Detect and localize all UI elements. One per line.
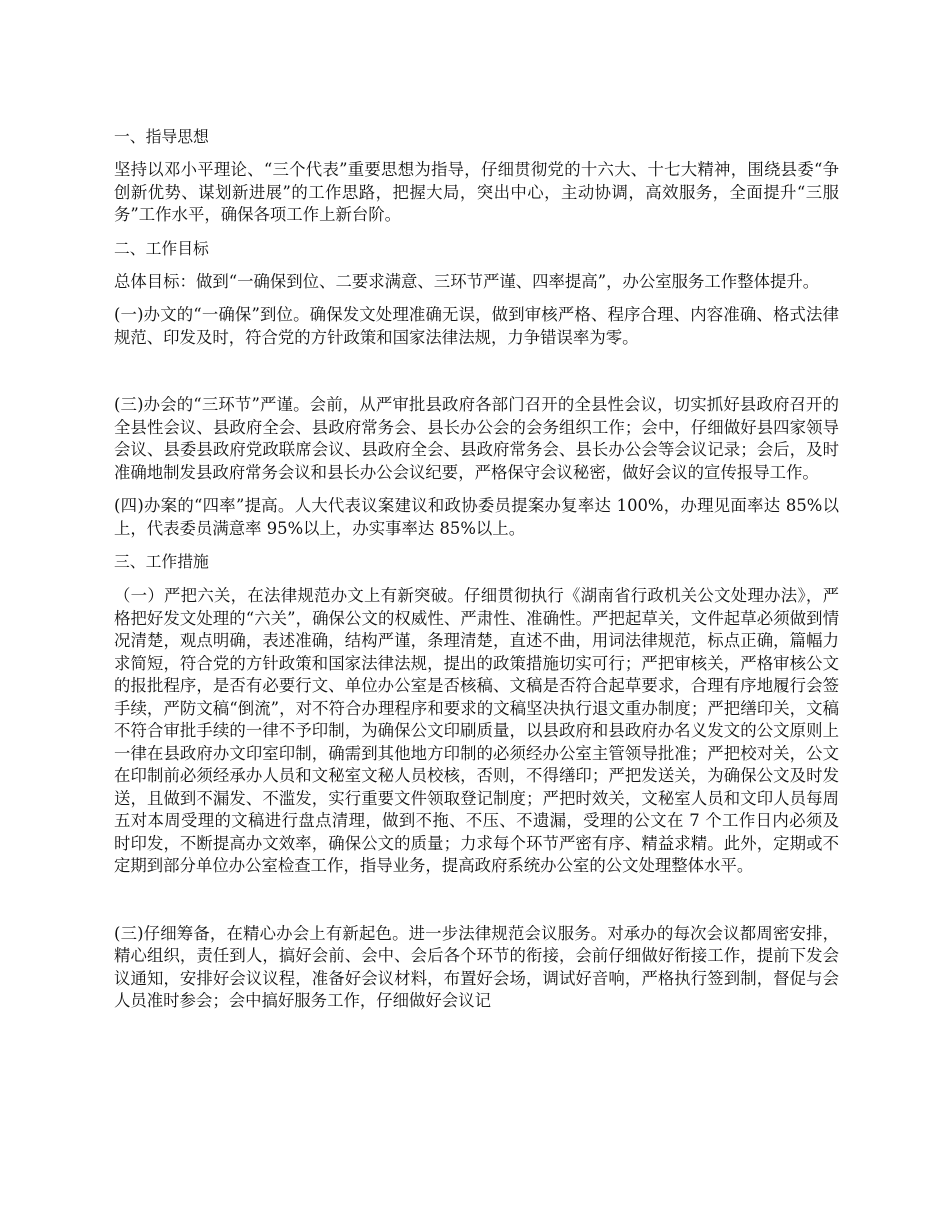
- section-heading-guiding-ideology: 一、指导思想: [114, 127, 209, 146]
- section-heading-work-goals: 二、工作目标: [114, 238, 209, 258]
- paragraph-guiding-ideology: 坚持以邓小平理论、“三个代表”重要思想为指导，仔细贯彻党的十六大、十七大精神，围绕县委“争创新优势、谋划新进展”的工作思路，把握大局，突出中心，主动协调，高效服务，全面提升“三服务”工作水平，确保各项工作上新台阶。: [114, 160, 839, 224]
- paragraph-proposal-handling: (四)办案的“四率”提高。人大代表议案建议和政协委员提案办复率达 100%，办理见面率达 85%以上，代表委员满意率 95%以上，办实事率达 85%以上。: [114, 496, 839, 538]
- paragraph-overall-goal: 总体目标：做到“一确保到位、二要求满意、三环节严谨、四率提高”，办公室服务工作整体提升。: [114, 271, 820, 291]
- paragraph-six-checks: （一）严把六关，在法律规范办文上有新突破。仔细贯彻执行《湖南省行政机关公文处理办法》，严格把好发文处理的“六关”，确保公文的权威性、严肃性、准确性。严把起草关，文件起草必须做到情况清楚，观点明确，表述准确，结构严谨，条理清楚，直述不曲，用词法律规范，标点正确，篇幅力求简短，符合党的方针政策和国家法律法规，提出的政策措施切实可行；严把审核关，严格审核公文的报批程序，是否有必要行文、单位办公室是否核稿、文稿是否符合起草要求，合理有序地履行会签手续，严防文稿“倒流”，对不符合办理程序和要求的文稿坚决执行退文重办制度；严把缮印关，文稿不符合审批手续的一律不予印制，为确保公文印刷质量，以县政府和县政府办名义发文的公文原则上一律在县政府办文印室印制，确需到其他地方印制的必须经办公室主管领导批准；严把校对关，公文在印制前必须经承办人员和文秘室文秘人员校核，否则，不得缮印；严把发送关，为确保公文及时发送，且做到不漏发、不滥发，实行重要文件领取登记制度；严把时效关，文秘室人员和文印人员每周五对本周受理的文稿进行盘点清理，做到不拖、不压、不遗漏，受理的公文在 7 个工作日内必须及时印发，不断提高办文效率，确保公文的质量；力求每个环节严密有序、精益求精。此外，定期或不定期到部分单位办公室检查工作，指导业务，提高政府系统办公室的公文处理整体水平。: [114, 586, 839, 875]
- document-body: [114, 126, 839, 1013]
- paragraph-meeting-handling: (三)办会的“三环节”严谨。会前，从严审批县政府各部门召开的全县性会议，切实抓好县政府召开的全县性会议、县政府全会、县政府常务会、县长办公会的会务组织工作；会中，仔细做好县四家领导会议、县委县政府党政联席会议、县政府全会、县政府常务会、县长办公会等会议记录；会后，及时准确地制发县政府常务会议和县长办公会议纪要，严格保守会议秘密，做好会议的宣传报导工作。: [114, 395, 839, 482]
- section-heading-work-measures: 三、工作措施: [114, 552, 209, 571]
- paragraph-document-handling: (一)办文的“一确保”到位。确保发文处理准确无误，做到审核严格、程序合理、内容准确、格式法律规范、印发及时，符合党的方针政策和国家法律法规，力争错误率为零。: [114, 305, 839, 347]
- paragraph-meeting-preparation: (三)仔细筹备，在精心办会上有新起色。进一步法律规范会议服务。对承办的每次会议都周密安排，精心组织，责任到人，搞好会前、会中、会后各个环节的衔接，会前仔细做好衔接工作，提前下发会议通知，安排好会议议程，准备好会议材料，布置好会场，调试好音响，严格执行签到制，督促与会人员准时参会；会中搞好服务工作，仔细做好会议记: [114, 923, 839, 1010]
